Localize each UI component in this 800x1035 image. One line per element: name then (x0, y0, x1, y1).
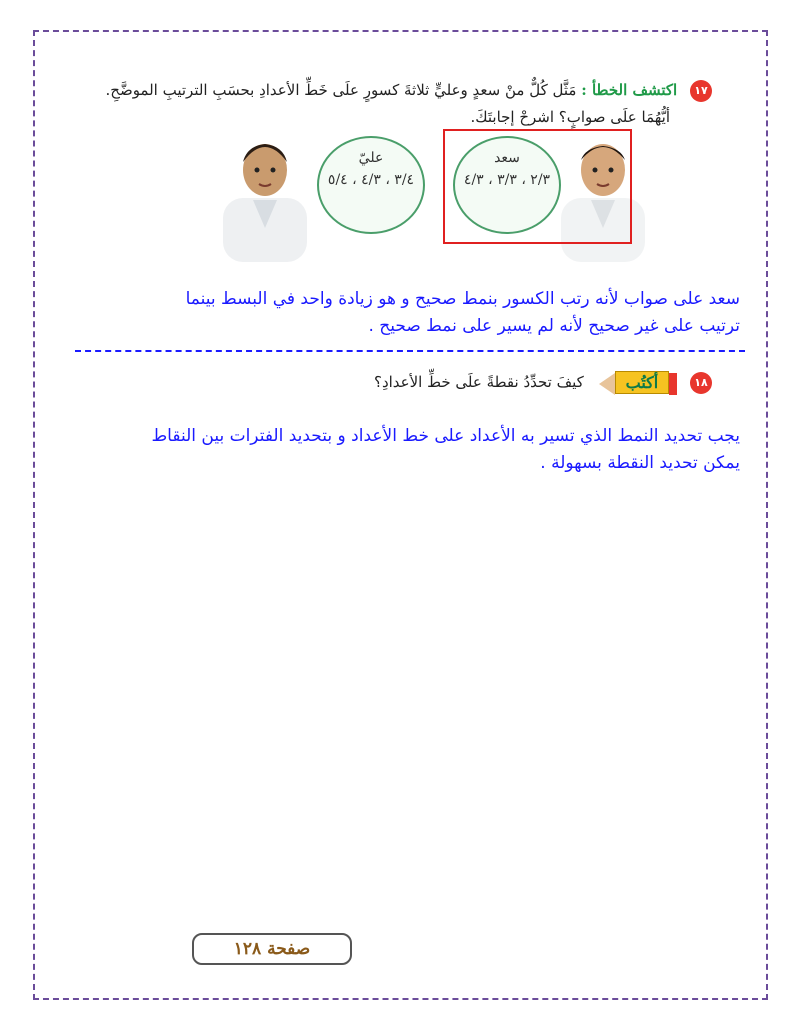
saad-fractions: ٢/٣ ، ٣/٣ ، ٤/٣ (463, 172, 551, 188)
ali-fractions: ٣/٤ ، ٤/٣ ، ٥/٤ (327, 172, 415, 188)
pencil-icon (599, 371, 678, 395)
saad-name: سعد (494, 150, 520, 166)
answer-17 (50, 286, 740, 340)
question-text: مَثَّل كُلٌّ منْ سعدٍ وعليٍّ ثلاثةَ كسورٍ علَى خَطِّ الأعدادِ بحسَبِ الترتيبِ الموضَّحِ. (105, 81, 577, 99)
section-divider (75, 350, 745, 352)
question-17-line2: أيُّهُمَا علَى صوابٍ؟ اشرحْ إجابتَكَ. (470, 108, 670, 126)
question-17 (106, 80, 713, 102)
question-number-badge: ١٧ (690, 80, 712, 102)
question-18-text: كيفَ تحدِّدُ نقطةً علَى خطِّ الأعدادِ؟ (373, 373, 584, 391)
answer-17-line2: ترتيب على غير صحيح لأنه لم يسير على نمط صحيح . (368, 316, 740, 336)
boy-ali-image (223, 128, 307, 262)
answer-18-line2: يمكن تحديد النقطة بسهولة . (540, 453, 740, 473)
question-title: اكتشف الخطأ : (581, 81, 678, 99)
highlight-box (443, 129, 632, 244)
write-label: أكتُب (615, 371, 670, 394)
answer-18 (40, 423, 740, 477)
question-18 (374, 371, 712, 395)
answer-17-line1: سعد على صواب لأنه رتب الكسور بنمط صحيح و هو زيادة واحد في البسط بينما (185, 289, 740, 309)
answer-18-line1: يجب تحديد النمط الذي تسير به الأعداد على خط الأعداد و بتحديد الفترات بين النقاط (151, 426, 740, 446)
question-number-badge: ١٨ (690, 372, 712, 394)
ali-name: عليّ (358, 150, 384, 166)
page-number-label: صفحة ١٢٨ (192, 933, 352, 965)
ali-speech-bubble (317, 136, 425, 234)
